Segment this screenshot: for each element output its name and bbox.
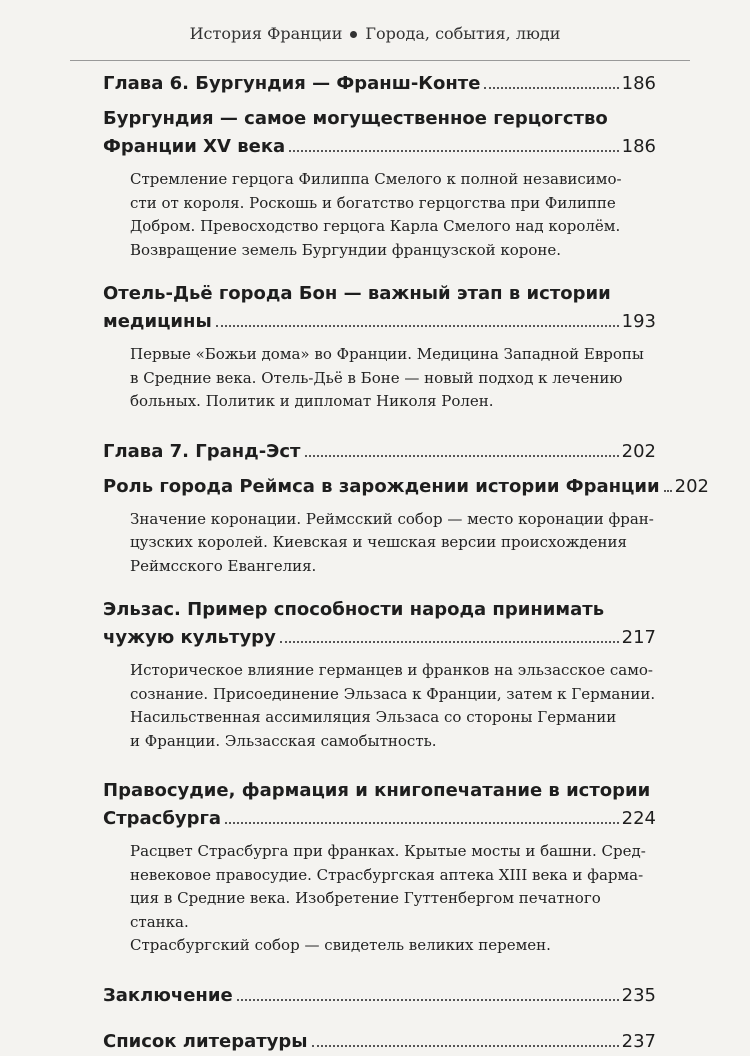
desc-line: и Франции. Эльзасская самобытность.: [130, 731, 437, 750]
desc-line: невековое правосудие. Страсбургская аптека XIII века и фарма-: [130, 865, 644, 884]
entry-title-line-1: Отель-Дьё города Бон — важный этап в истории: [103, 283, 611, 304]
toc-section-strasbourg[interactable]: [103, 777, 656, 958]
toc-section-reims[interactable]: [103, 473, 709, 579]
dot-leader: [289, 150, 618, 152]
entry-title: Глава 7. Гранд-Эст: [103, 440, 301, 462]
header-book-title: История Франции: [189, 24, 343, 43]
entry-title-line-1: Бургундия — самое могущественное герцогство: [103, 108, 608, 129]
page-number: 186: [621, 136, 656, 157]
entry-description: [130, 840, 656, 958]
desc-line: больных. Политик и дипломат Николя Ролен.: [130, 392, 494, 410]
entry-description: [130, 343, 656, 414]
dot-leader: [484, 87, 618, 89]
desc-line: сти от короля. Роскошь и богатство герцогства при Филиппе: [130, 193, 616, 212]
page-number: 237: [621, 1030, 656, 1052]
header-rule: [70, 60, 690, 61]
entry-title-line-2: Страсбурга: [103, 808, 222, 829]
running-header: [0, 24, 750, 43]
toc-section-burgundy[interactable]: [103, 105, 656, 262]
toc-conclusion[interactable]: [103, 982, 656, 1010]
page-number: 202: [674, 475, 709, 497]
dot-leader: [280, 641, 619, 643]
desc-line: сознание. Присоединение Эльзаса к Франции, затем к Германии.: [130, 684, 656, 703]
page-number: 193: [621, 311, 656, 332]
desc-line: Насильственная ассимиляция Эльзаса со стороны Германии: [130, 708, 617, 726]
dot-leader: [312, 1045, 619, 1047]
desc-line: Возвращение земель Бургундии французской короне.: [130, 240, 562, 259]
entry-title: Роль города Реймса в зарождении истории Франции: [103, 475, 660, 497]
entry-title: Заключение: [103, 984, 233, 1006]
dot-leader: [305, 455, 619, 457]
entry-title: Глава 6. Бургундия — Франш-Конте: [103, 73, 481, 94]
toc-section-hotel-dieu[interactable]: [103, 280, 656, 414]
toc-section-alsace[interactable]: [103, 596, 656, 753]
bullet-icon: [350, 31, 357, 38]
page-number: 217: [621, 627, 656, 648]
table-of-contents: [103, 70, 709, 1056]
desc-line: ция в Средние века. Изобретение Гуттенбергом печатного станка.: [130, 889, 601, 931]
desc-line: Страсбургский собор — свидетель великих перемен.: [130, 936, 551, 954]
entry-description: [130, 168, 656, 262]
page-number: 186: [621, 73, 656, 94]
desc-line: Значение коронации. Реймсский собор — место коронации фран-: [130, 509, 654, 528]
desc-line: Реймсского Евангелия.: [130, 556, 317, 575]
desc-line: Первые «Божьи дома» во Франции. Медицина Западной Европы: [130, 345, 644, 363]
desc-line: Стремление герцога Филиппа Смелого к полной независимо-: [130, 170, 622, 188]
entry-description: [130, 508, 656, 579]
dot-leader: [664, 490, 672, 492]
page-number: 202: [621, 440, 656, 462]
desc-line: в Средние века. Отель-Дьё в Боне — новый подход к лечению: [130, 368, 623, 387]
toc-chapter-7[interactable]: [103, 438, 656, 466]
entry-title: Список литературы: [103, 1030, 308, 1052]
entry-title-line-1: Эльзас. Пример способности народа принимать: [103, 599, 605, 620]
page-number: 235: [621, 984, 656, 1006]
desc-line: Добром. Превосходство герцога Карла Смелого над королём.: [130, 217, 621, 235]
entry-title-line-2: Франции XV века: [103, 136, 286, 157]
entry-title-line-1: Правосудие, фармация и книгопечатание в истории: [103, 780, 651, 801]
desc-line: Историческое влияние германцев и франков на эльзасское само-: [130, 661, 653, 679]
entry-title-line-2: медицины: [103, 311, 212, 332]
entry-title-line-2: чужую культуру: [103, 627, 276, 648]
page-number: 224: [621, 808, 656, 829]
dot-leader: [225, 822, 619, 824]
entry-description: [130, 659, 656, 753]
desc-line: цузских королей. Киевская и чешская версии происхождения: [130, 533, 627, 551]
toc-chapter-6[interactable]: [103, 70, 656, 98]
toc-bibliography[interactable]: [103, 1028, 656, 1056]
header-subtitle: Города, события, люди: [365, 24, 561, 43]
dot-leader: [216, 325, 619, 327]
desc-line: Расцвет Страсбурга при франках. Крытые мосты и башни. Сред-: [130, 842, 646, 860]
